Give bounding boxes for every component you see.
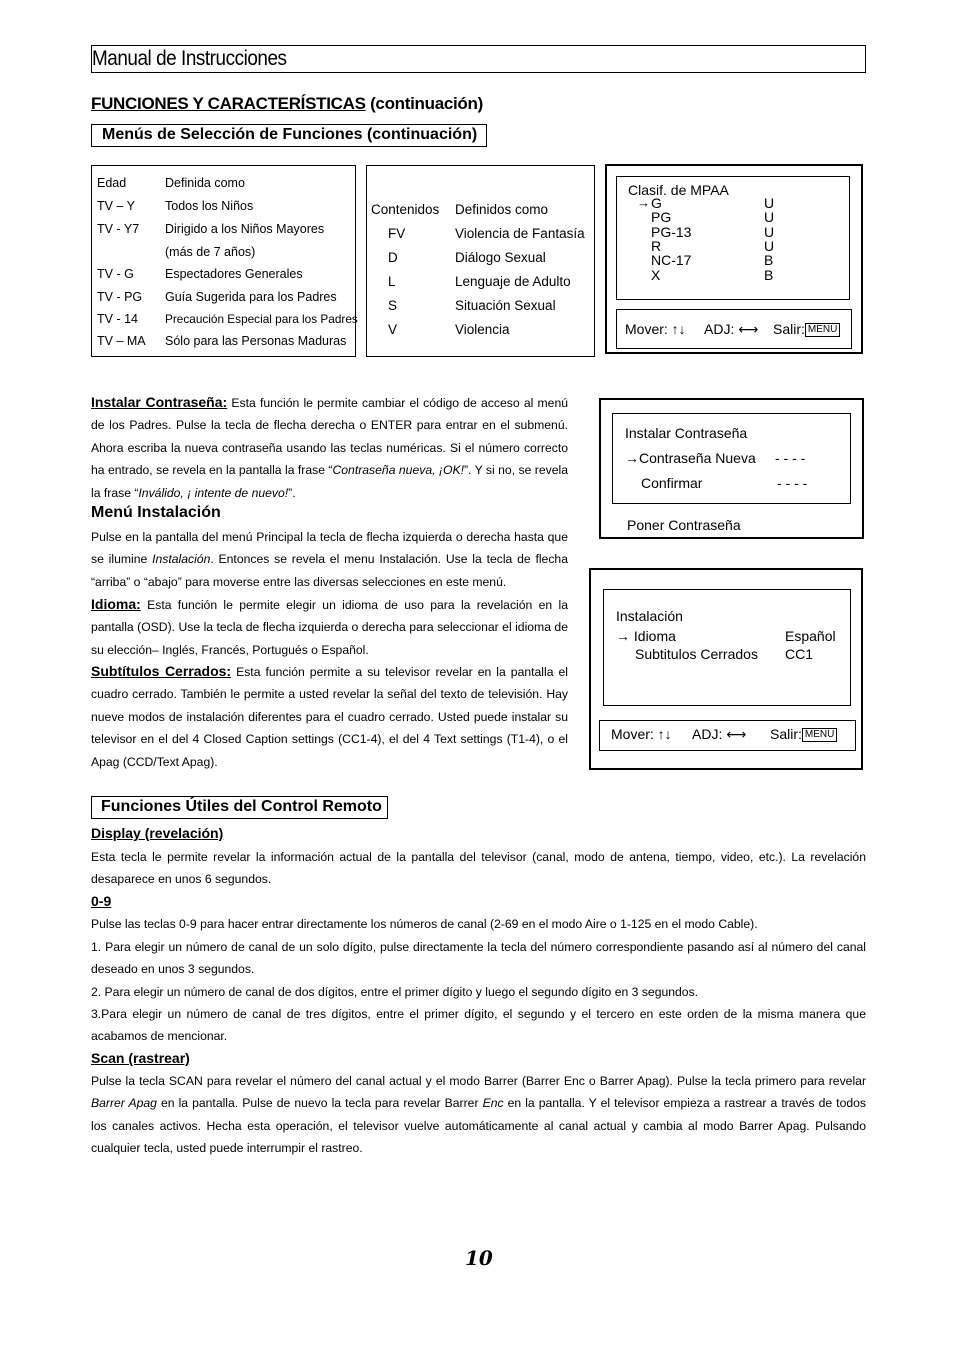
page-number: 10 <box>465 1246 493 1270</box>
password-box-title: Instalar Contraseña <box>625 425 748 441</box>
section-title <box>91 94 483 114</box>
password-text2: ”. Y si no, se revela la frase “ <box>91 463 568 500</box>
install-nav-salir-label: Salir: <box>770 726 802 742</box>
mpaa-nav-adj: ADJ: ⟷ <box>704 321 759 337</box>
install-subt-value: CC1 <box>785 646 814 662</box>
password-footer: Poner Contraseña <box>627 517 741 533</box>
digits-p1: Pulse las teclas 0-9 para hacer entrar directamente los números de canal (2-69 en el modo Aire o 1-125 en el modo Cable). <box>91 917 758 931</box>
password-paragraph <box>91 391 568 504</box>
content-description: Diálogo Sexual <box>455 250 546 265</box>
scan-t2: en la pantalla. Pulse de nuevo la tecla para revelar Barrer <box>156 1096 483 1111</box>
mpaa-status: U <box>764 224 775 240</box>
mpaa-rating: NC-17 <box>651 252 692 268</box>
idioma-paragraph <box>91 593 568 661</box>
section-title-bold: FUNCIONES Y CARACTERÍSTICAS <box>91 94 366 113</box>
digits-heading: 0-9 <box>91 893 112 909</box>
install-paragraph <box>91 526 568 593</box>
content-description: Violencia de Fantasía <box>455 226 585 241</box>
password-italic1: Contraseña nueva, ¡OK! <box>332 463 464 478</box>
install-box-title: Instalación <box>616 608 683 624</box>
mpaa-status: B <box>764 252 774 268</box>
install-nav-box <box>599 720 856 751</box>
scan-t1: Pulse la tecla SCAN para revelar el número del canal actual y el modo Barrer (Barrer Enc o Barrer Apag). Pulse la tecla primero para revelar <box>91 1074 866 1088</box>
mpaa-inner-box <box>616 176 850 300</box>
tv-rating-description: Precaución Especial para los Padres <box>165 312 358 326</box>
password-confirm-label: Confirmar <box>641 475 703 491</box>
scan-paragraph <box>91 1070 866 1160</box>
tv-rating-code: TV – Y <box>97 199 135 213</box>
install-menu-key: MENU <box>802 728 837 742</box>
mpaa-rating: X <box>651 267 661 283</box>
subsection-title-1: Menús de Selección de Funciones (continuación) <box>102 126 478 143</box>
mpaa-status: U <box>764 209 775 225</box>
password-confirm-value: - - - - <box>777 475 808 491</box>
install-idioma-label: → Idioma <box>616 628 676 644</box>
content-code: Contenidos <box>371 202 440 217</box>
tv-rating-description: Todos los Niños <box>165 199 254 213</box>
password-italic2: Inválido, ¡ intente de nuevo! <box>138 485 289 500</box>
password-label: Instalar Contraseña: <box>91 394 228 410</box>
tv-rating-code: TV – MA <box>97 334 146 348</box>
tv-rating-code: TV - G <box>97 267 134 281</box>
install-nav-mover: Mover: ↑↓ <box>611 726 672 742</box>
install-inner-box <box>603 589 851 706</box>
subtitles-label: Subtítulos Cerrados: <box>91 663 232 679</box>
mpaa-rating: PG-13 <box>651 224 692 240</box>
password-text1: Esta función le permite cambiar el código de acceso al menú de los Padres. Pulse la tecla de flecha derecha o ENTER para entrar en el submenú. Ahora escriba la nueva contraseña usando las teclas numéricas. Si el número correcto ha entrado, se revela en la pantalla la frase “ <box>91 396 569 478</box>
tv-rating-code: TV - 14 <box>97 312 138 326</box>
display-heading: Display (revelación) <box>91 825 224 841</box>
tv-rating-code: TV - Y7 <box>97 222 140 236</box>
install-italic1: Instalación <box>152 552 211 567</box>
content-description: Definidos como <box>455 202 549 217</box>
content-code: FV <box>388 226 406 241</box>
mpaa-nav-mover: Mover: ↑↓ <box>625 321 686 337</box>
tv-ratings-table <box>91 165 356 357</box>
mpaa-status: B <box>764 267 774 283</box>
install-text2: . Entonces se revela el menu Instalación. Use la tecla de flecha “arriba” o “abajo” para moverse entre las diversas selecciones en este menú. <box>91 552 568 589</box>
idioma-label: Idioma: <box>91 596 141 612</box>
install-screen <box>589 568 863 770</box>
content-description: Situación Sexual <box>455 298 556 313</box>
mpaa-nav-box <box>616 309 852 349</box>
install-nav-salir <box>770 726 837 742</box>
digits-p3: 2. Para elegir un número de canal de dos dígitos, entre el primer dígito y luego el segundo dígito en 3 segundos. <box>91 985 699 999</box>
mpaa-screen <box>605 164 863 354</box>
digits-p4: 3.Para elegir un número de canal de tres dígitos, entre el primer dígito, el segundo y el tercero en este orden de la misma manera que acabamos de mencionar. <box>91 1007 866 1044</box>
mpaa-menu-key: MENU <box>805 323 840 337</box>
install-text1: Pulse en la pantalla del menú Principal la tecla de flecha izquierda o derecha hasta que se ilumine <box>91 530 568 567</box>
idioma-text: Esta función le permite elegir un idioma de uso para la revelación en la pantalla (OSD). Use la tecla de flecha izquierda o derecha para seleccionar el idioma de su elección– Inglés, Francés, Portugués o Español. <box>91 598 568 657</box>
subtitles-paragraph <box>91 660 568 773</box>
mpaa-status: U <box>764 238 775 254</box>
content-description: Violencia <box>455 322 510 337</box>
mpaa-selection-arrow-icon: → <box>637 195 650 210</box>
password-screen <box>599 398 864 539</box>
content-description: Lenguaje de Adulto <box>455 274 571 289</box>
header-title: Manual de Instrucciones <box>92 47 287 70</box>
tv-rating-code: Edad <box>97 176 127 190</box>
install-idioma-value: Español <box>785 628 836 644</box>
install-subt-label: Subtitulos Cerrados <box>635 646 758 662</box>
mpaa-title: Clasif. de MPAA <box>628 182 729 198</box>
content-code: V <box>388 322 398 337</box>
mpaa-nav-salir <box>773 321 840 337</box>
section-title-rest: (continuación) <box>365 94 483 113</box>
display-text: Esta tecla le permite revelar la información actual de la pantalla del televisor (canal, modo de antena, tiempo, video, etc.). La revelación desaparece en unos 6 segundos. <box>91 850 866 887</box>
subsection-box-1 <box>91 124 487 147</box>
subtitles-text: Esta función permite a su televisor revelar en la pantalla el cuadro cerrado. También le permite a usted revelar la señal del texto de televisión. Hay nueve modos de instalación diferentes para el cuadro cerrado. Usted puede instalar su televisor en el del 4 Closed Caption settings (CC1-4), el del 4 Text settings (T1-4), o el Apag (CCD/Text Apag). <box>91 665 568 769</box>
content-code: S <box>388 298 398 313</box>
tv-rating-description: Dirigido a los Niños Mayores <box>165 222 325 236</box>
tv-rating-code: TV - PG <box>97 290 143 304</box>
content-code: L <box>388 274 396 289</box>
content-code: D <box>388 250 398 265</box>
subsection-box-2 <box>91 796 388 819</box>
mpaa-rating: R <box>651 238 662 254</box>
subsection-title-2: Funciones Útiles del Control Remoto <box>101 798 382 815</box>
scan-heading: Scan (rastrear) <box>91 1050 190 1066</box>
tv-rating-description: Definida como <box>165 176 245 190</box>
password-new-value: - - - - <box>775 450 806 466</box>
mpaa-rating: G <box>651 195 662 211</box>
install-nav-adj: ADJ: ⟷ <box>692 726 747 742</box>
password-text3: ”. <box>288 485 296 500</box>
mpaa-status: U <box>764 195 775 211</box>
scan-t3: en la pantalla. Y el televisor empieza a rastrear a través de todos los canales activos. Hecha esta operación, el televisor vuelve automáticamente al canal actual y cambia al modo Barrer Apag. Pulsando cualquier tecla, usted puede interrumpir el rastreo. <box>91 1096 866 1156</box>
header-box <box>91 45 866 73</box>
password-inner-box <box>612 413 851 504</box>
tv-rating-description: Espectadores Generales <box>165 267 303 281</box>
password-new-label: →Contraseña Nueva <box>625 450 756 466</box>
mpaa-nav-salir-label: Salir: <box>773 321 805 337</box>
mpaa-rating: PG <box>651 209 672 225</box>
scan-i2: Enc <box>482 1096 504 1111</box>
digits-p2: 1. Para elegir un número de canal de un solo dígito, pulse directamente la tecla del número correspondiente pasando así al número del canal deseado en unos 3 segundos. <box>91 940 866 977</box>
tv-rating-description: (más de 7 años) <box>165 245 256 259</box>
tv-rating-description: Guía Sugerida para los Padres <box>165 290 337 304</box>
tv-rating-description: Sólo para las Personas Maduras <box>165 334 347 348</box>
content-table <box>366 165 595 357</box>
install-heading: Menú Instalación <box>91 504 221 521</box>
scan-i1: Barrer Apag <box>91 1096 157 1111</box>
